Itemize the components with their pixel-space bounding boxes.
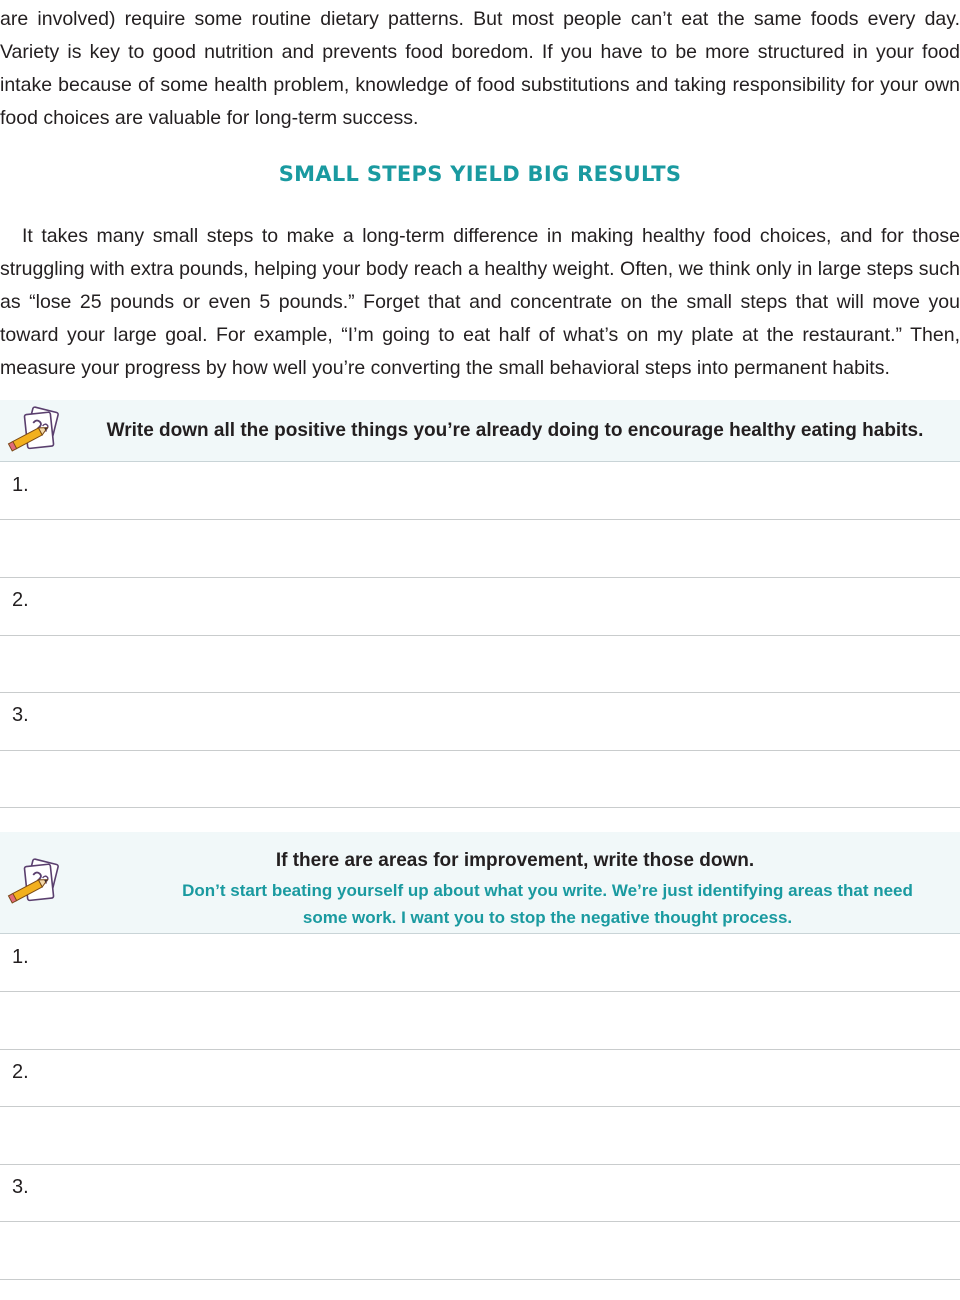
writing-line[interactable] [0,635,960,636]
line-number: 1. [12,946,29,968]
line-number: 2. [12,1061,29,1083]
pencil-paper-icon [6,858,64,906]
body-paragraph: It takes many small steps to make a long-term difference in making healthy food choices, and for those struggling with extra pounds, helping your body reach a healthy weight. Often, we think only in large steps such as “lose 25 pounds or even 5 pounds.” Forget that and concentrate on the small steps that will move you toward your large goal. For example, “I’m going to eat half of what’s on my plate at the restaurant.” Then, measure your progress by how well you’re converting the small behavioral steps into permanent habits. [0,225,960,379]
section-heading: SMALL STEPS YIELD BIG RESULTS [278,162,682,186]
exercise-prompt-improvement [0,832,960,934]
writing-line[interactable] [0,991,960,992]
exercise-prompt-title: Write down all the positive things you’re already doing to encourage healthy eating habits. [106,420,924,441]
writing-line[interactable] [0,519,960,520]
line-number: 1. [12,474,29,496]
writing-line[interactable] [0,577,960,578]
writing-line[interactable] [0,1049,960,1050]
exercise-prompt-title: If there are areas for improvement, write those down. [275,850,755,871]
writing-line[interactable] [0,1221,960,1222]
line-number: 2. [12,589,29,611]
writing-line[interactable] [0,1106,960,1107]
writing-line[interactable] [0,1279,960,1280]
writing-line[interactable] [0,692,960,693]
exercise-prompt-positive [0,400,960,462]
writing-line[interactable] [0,807,960,808]
line-number: 3. [12,704,29,726]
pencil-paper-icon [6,406,64,454]
writing-line[interactable] [0,750,960,751]
exercise-prompt-note: Don’t start beating yourself up about what you write. We’re just identifying areas that need some work. I want you to stop the negative thought process. [182,881,913,927]
writing-line[interactable] [0,1164,960,1165]
line-number: 3. [12,1176,29,1198]
intro-paragraph: are involved) require some routine dietary patterns. But most people can’t eat the same foods every day. Variety is key to good nutrition and prevents food boredom. If you have to be more structured in your food intake because of some health problem, knowledge of food substitutions and taking responsibility for your own food choices are valuable for long-term success. [0,8,960,129]
